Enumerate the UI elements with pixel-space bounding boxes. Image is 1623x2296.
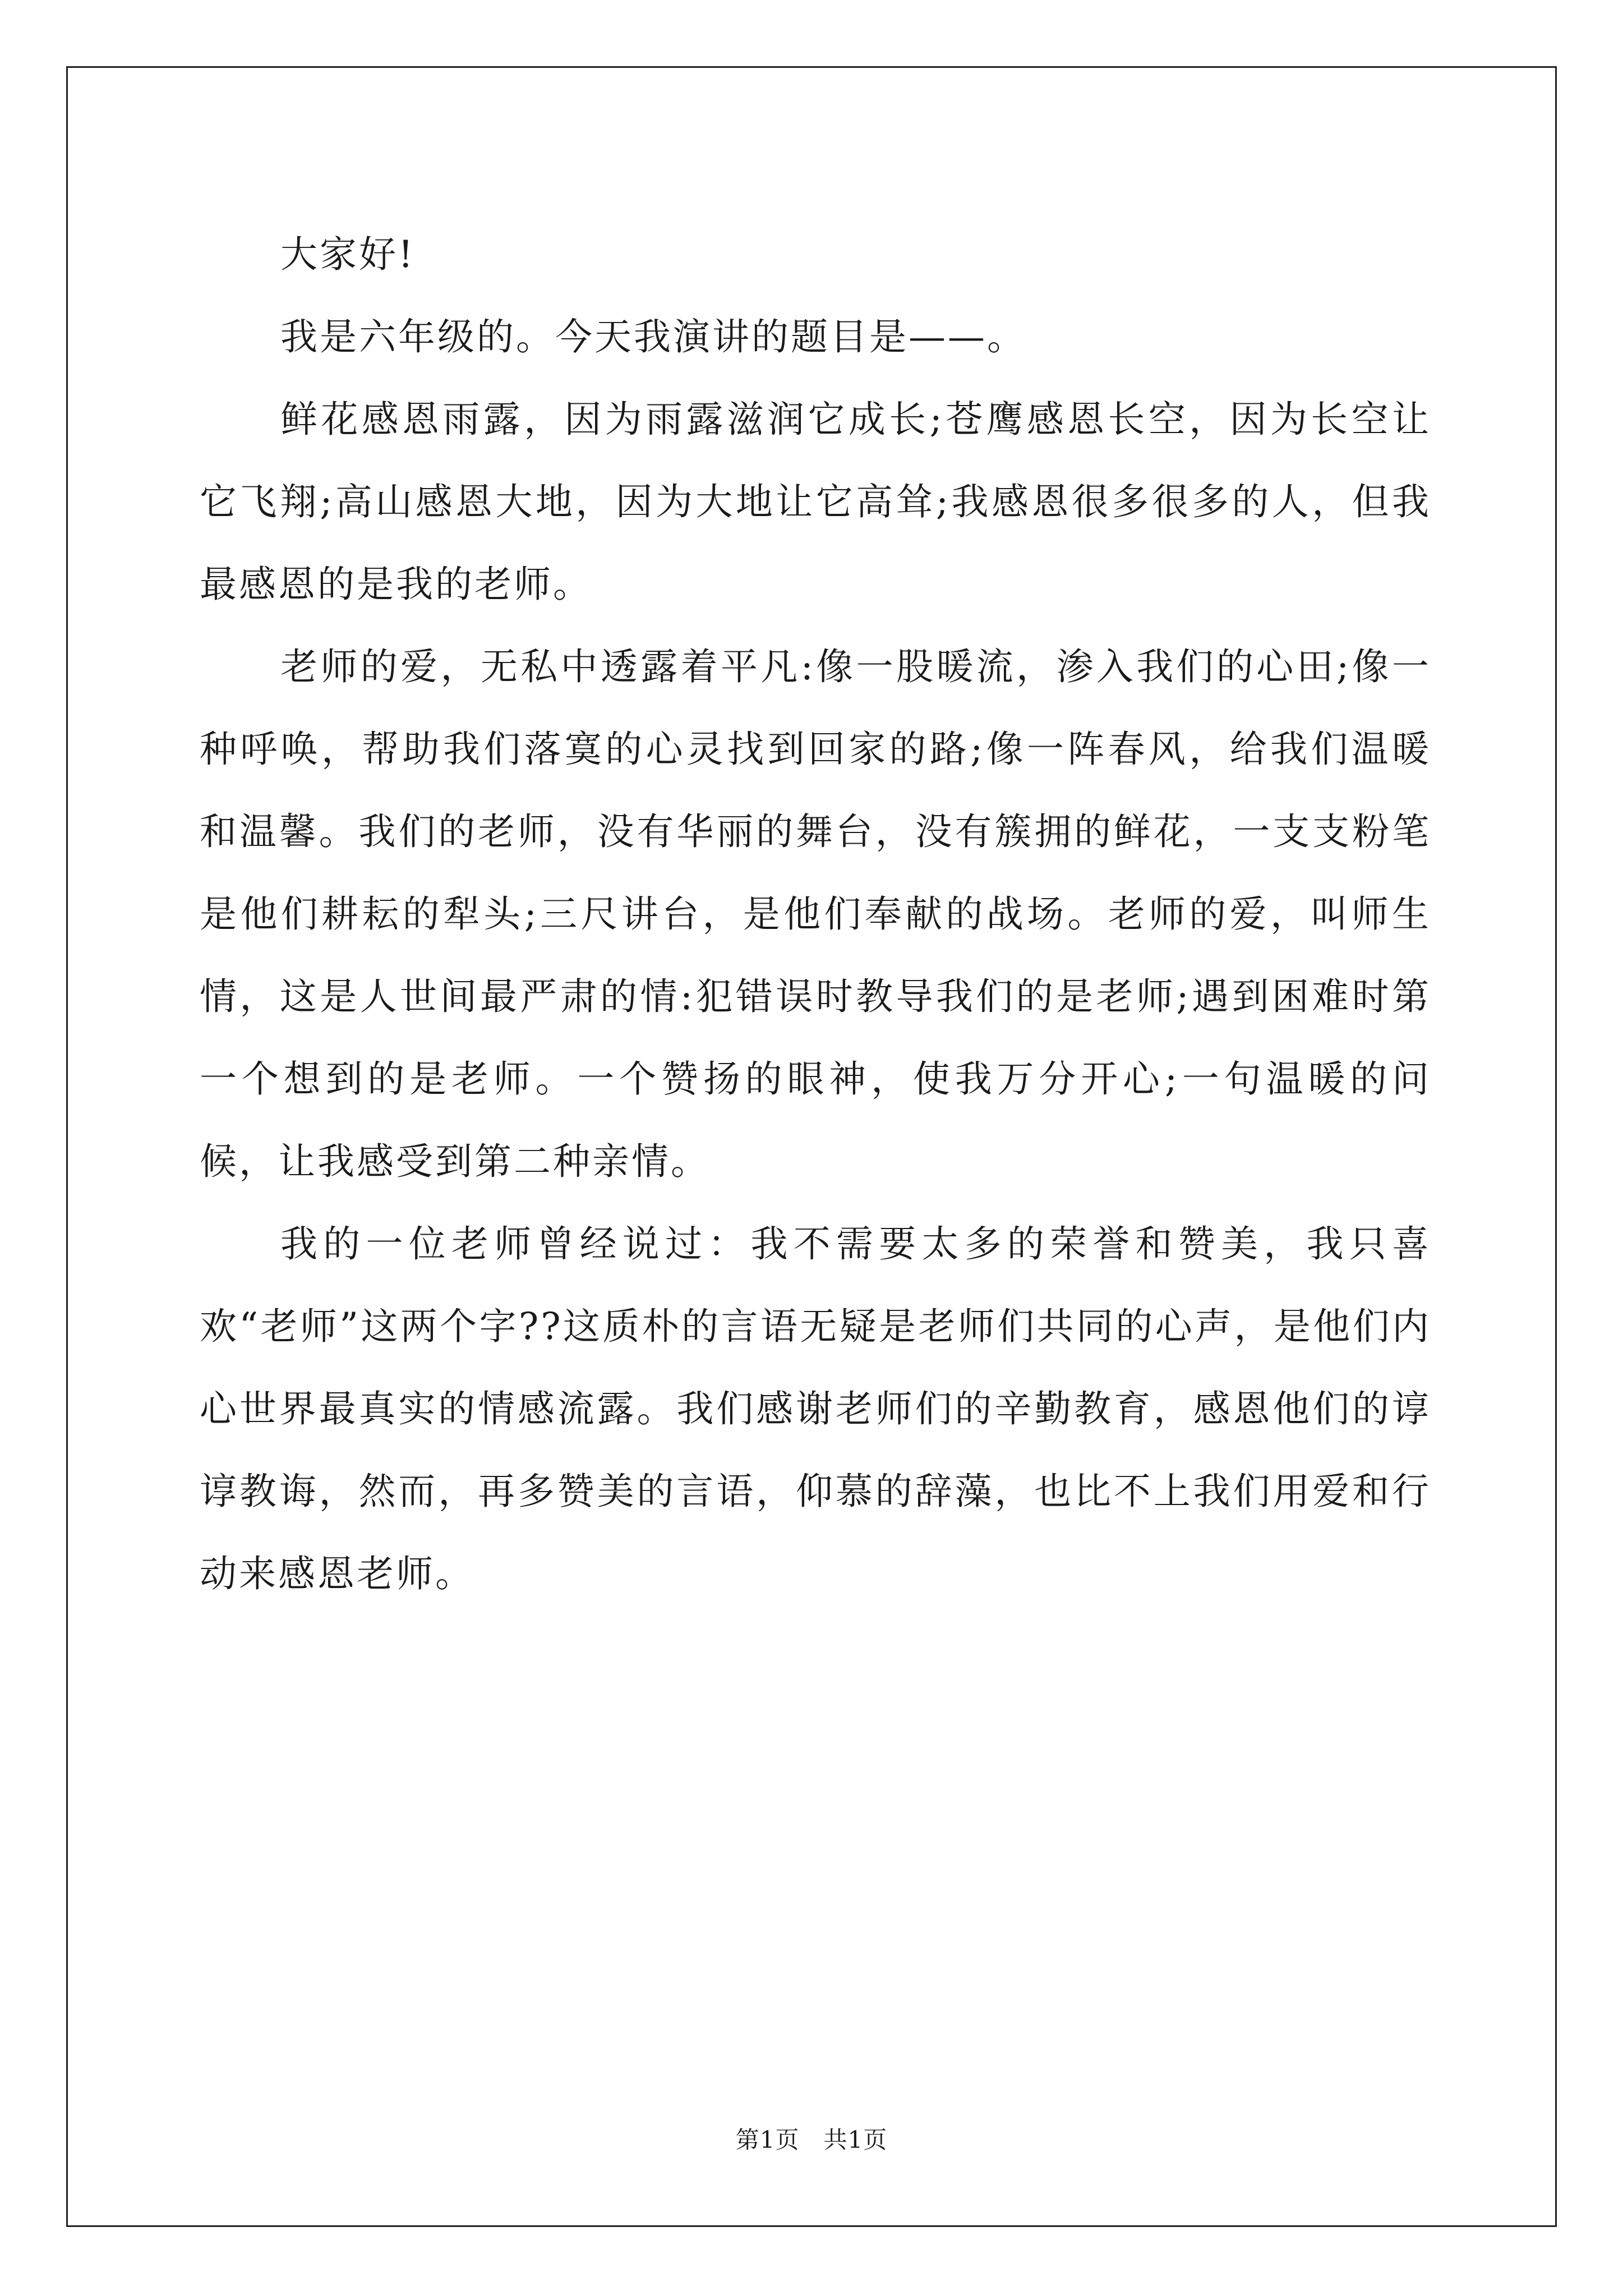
- page-number: 第1页: [735, 2126, 800, 2154]
- paragraph-gratitude: 鲜花感恩雨露，因为雨露滋润它成长;苍鹰感恩长空，因为长空让它飞翔;高山感恩大地，因为大地让它高耸;我感恩很多很多的人，但我最感恩的是我的老师。: [200, 398, 1431, 606]
- page-total: 共1页: [823, 2126, 888, 2154]
- paragraph-teacher-quote: 我的一位老师曾经说过：我不需要太多的荣誉和赞美，我只喜欢“老师”这两个字??这质朴的言语无疑是老师们共同的心声，是他们内心世界最真实的情感流露。我们感谢老师们的辛勤教育，感恩他们的谆谆教诲，然而，再多赞美的言语，仰慕的辞藻，也比不上我们用爱和行动来感恩老师。: [200, 1222, 1431, 1595]
- paragraph-teacher-love: 老师的爱，无私中透露着平凡:像一股暖流，渗入我们的心田;像一种呼唤，帮助我们落寞的心灵找到回家的路;像一阵春风，给我们温暖和温馨。我们的老师，没有华丽的舞台，没有簇拥的鲜花，一支支粉笔是他们耕耘的犁头;三尺讲台，是他们奉献的战场。老师的爱，叫师生情，这是人世间最严肃的情:犯错误时教导我们的是老师;遇到困难时第一个想到的是老师。一个赞扬的眼神，使我万分开心;一句温暖的问候，让我感受到第二种亲情。: [200, 645, 1431, 1183]
- page-footer: [0, 2122, 1623, 2155]
- paragraph-greeting: 大家好!: [280, 233, 416, 276]
- paragraph-intro: 我是六年级的。今天我演讲的题目是——。: [280, 315, 1026, 358]
- document-body: [200, 213, 1431, 1615]
